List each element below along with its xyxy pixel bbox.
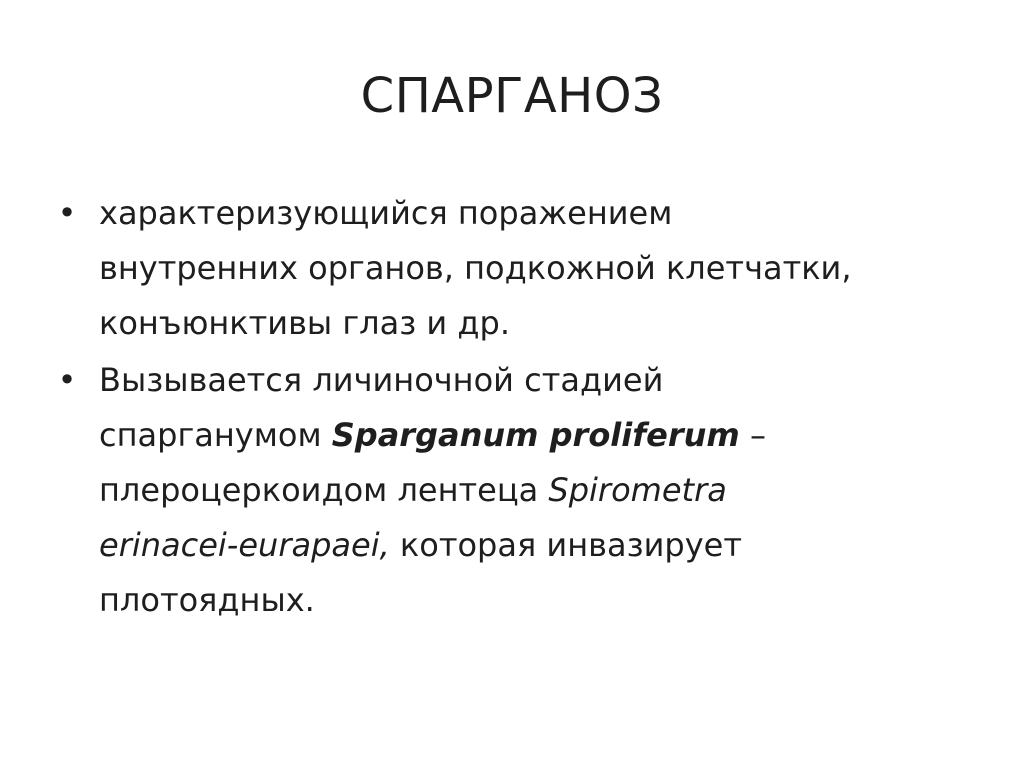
species-name-sparganum: Sparganum proliferum bbox=[331, 416, 740, 454]
bullet-1-line-3: конъюнктивы глаз и др. bbox=[99, 304, 510, 342]
bullet-marker: • bbox=[57, 194, 77, 232]
genus-name-spirometra: Spirometra bbox=[548, 471, 727, 509]
text-run: – bbox=[739, 416, 766, 454]
bullet-list bbox=[55, 186, 975, 630]
text-run: которая инвазирует bbox=[389, 526, 742, 564]
slide-title: СПАРГАНОЗ bbox=[360, 68, 664, 124]
species-epithet: erinacei-eurapaei, bbox=[99, 526, 390, 564]
bullet-2-line-1: Вызывается личиночной стадией bbox=[99, 361, 664, 399]
bullet-1-line-2: внутренних органов, подкожной клетчатки, bbox=[99, 249, 852, 287]
bullet-2-line-2 bbox=[99, 408, 975, 463]
bullet-2-line-5: плотоядных. bbox=[99, 581, 315, 619]
bullet-1-line-1: характеризующийся поражением bbox=[99, 194, 673, 232]
bullet-2-line-4 bbox=[99, 518, 975, 573]
bullet-item-1 bbox=[55, 186, 975, 351]
bullet-2-line-3 bbox=[99, 463, 975, 518]
bullet-item-2 bbox=[55, 353, 975, 628]
text-run: спарганумом bbox=[99, 416, 332, 454]
text-run: плероцеркоидом лентеца bbox=[99, 471, 549, 509]
bullet-marker: • bbox=[57, 361, 77, 399]
